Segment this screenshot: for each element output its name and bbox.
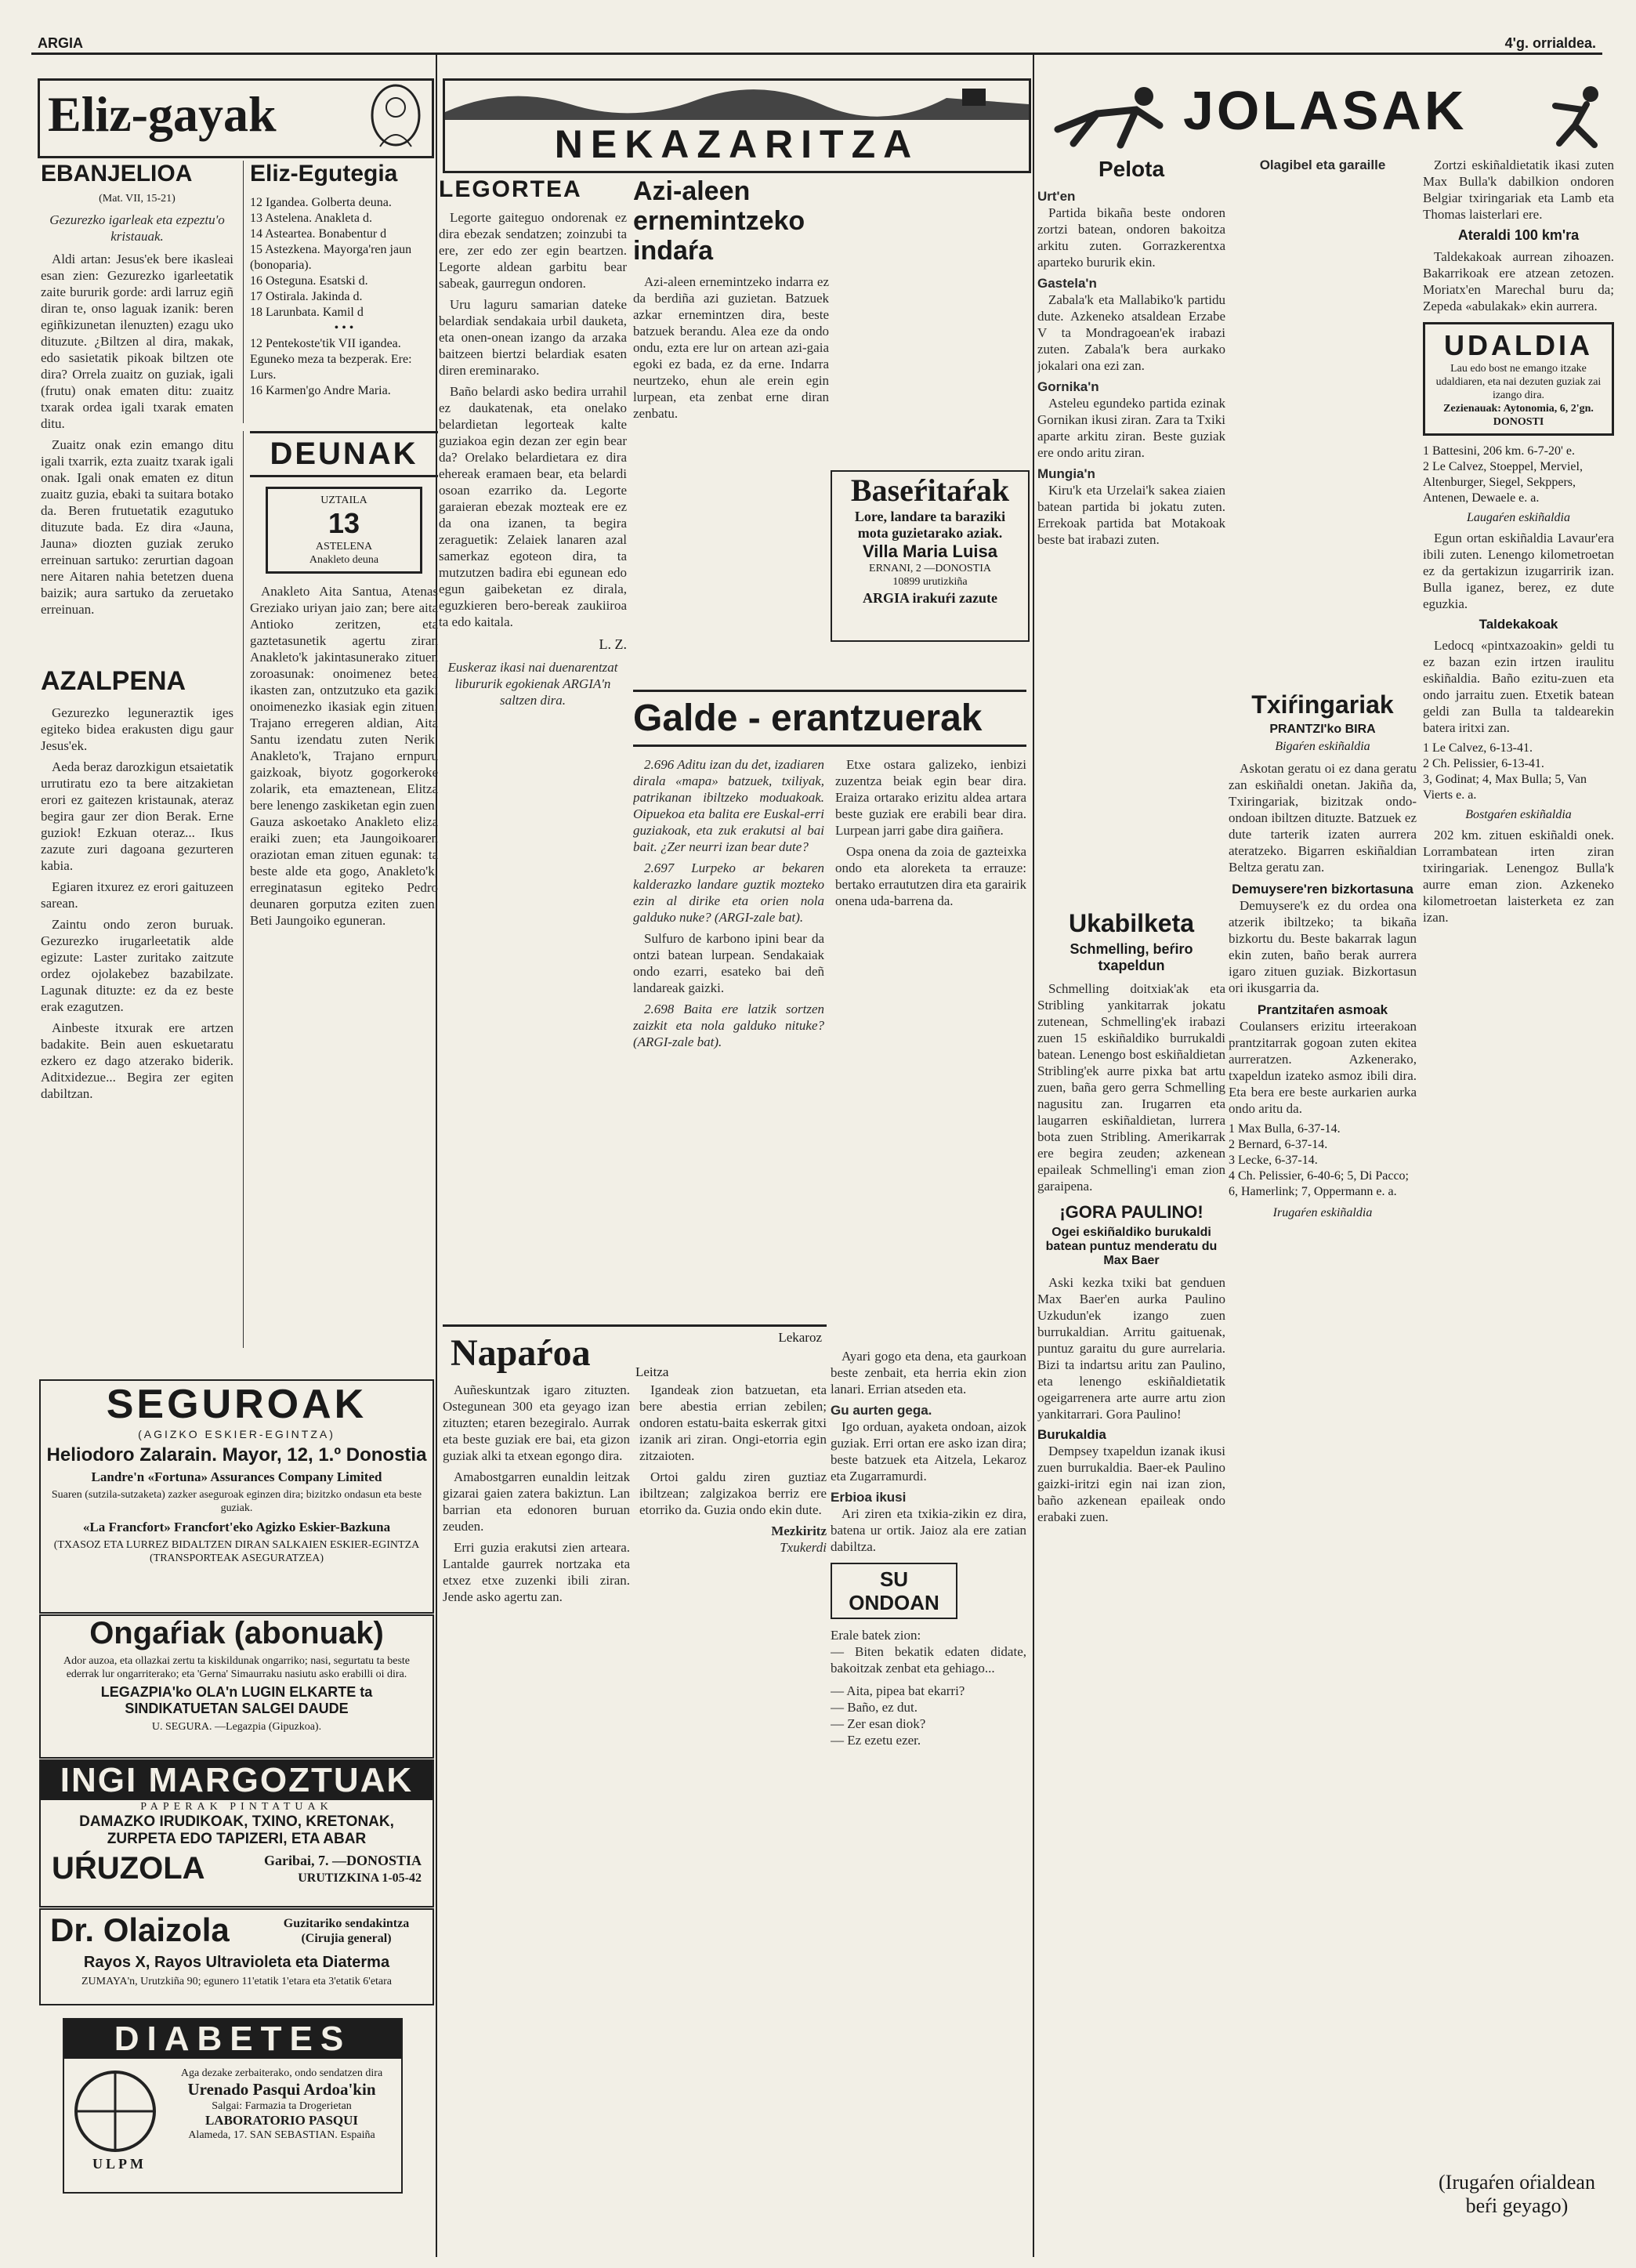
result-row: 3 Lecke, 6-37-14. <box>1229 1154 1318 1167</box>
margoztuak-ad <box>39 1759 434 1908</box>
naparroa-paragraph: Igandeak zion batzuetan, eta bere abestia errian zebilen; ondoren estatu-baita eskerrak gitxi izanik ari ziran. Ongi-etorria egin zitzaioten. <box>639 1382 827 1463</box>
udaldia-box <box>1423 322 1614 436</box>
calendar-day: 12 Pentekoste'tik VII igandea. Eguneko meza ta bezperak. Ere: Lurs. <box>250 337 412 382</box>
burukaldia-body: Dempsey txapeldun izanak ikusi zuen burrukaldia. Baer-ek Paulino gaizki-iritzi egin nai izan zion, baño azkenean epaileak ondo erabaki zuen. <box>1037 1444 1225 1524</box>
margoztuak-line2: ZURPETA EDO TAPIZERI, ETA ABAR <box>107 1831 367 1847</box>
result-row: 3, Godinat; 4, Max Bulla; 5, Van Vierts e. a. <box>1423 773 1587 802</box>
news-heading: Gu aurten gega. <box>831 1403 932 1418</box>
calendar-day: 17 Ostirala. Jakinda d. <box>250 290 363 303</box>
udaldia-contact: Zezienauak: Aytonomia, 6, 2'gn. DONOSTI <box>1443 403 1594 428</box>
nekazaritza-masthead <box>443 78 1031 173</box>
olaizola-name: Dr. Olaizola <box>50 1911 230 1948</box>
baserritar-tag: ARGIA irakuŕi zazute <box>863 590 997 606</box>
azalpena-paragraph: Egiaren itxurez ez erori gaituzeen sarean. <box>41 879 233 911</box>
aleen-body: Azi-aleen ernemintzeko indarra ez da berdiña azi guzietan. Batzuek azkar ernemintzen dira, beste batzuek berandu. Alea eze da ondo ondu, ezta ere lur on artean azi-gaia egoki ez bada, ez da erne. Indarra neurtzeko, ehun ale erein egin lurpean, eta zenbat erne diran zenbatu. <box>633 274 829 421</box>
seguroak-line2: Suaren (sutzila-sutzaketa) zazker aseguroak eginzen dira; bizitzko ondasun eta beste guziak. <box>51 1489 422 1514</box>
ebanjelioa-title: EBANJELIOA <box>41 161 193 187</box>
cycling-intro: Zortzi eskiñaldietatik ikasi zuten Max Bulla'k dabilkion ondoren Belgiar txiringariak eta Lamb eta Thomas laisterlari ere. <box>1423 158 1614 222</box>
discus-thrower-icon <box>1544 82 1614 149</box>
margoztuak-sub: PAPERAK PINTATUAK <box>140 1801 333 1813</box>
result-row: 2 Bernard, 6-37-14. <box>1229 1138 1328 1151</box>
diabetes-title: DIABETES <box>64 2020 401 2059</box>
eliz-title: Eliz-gayak <box>48 86 277 142</box>
deunak-saint: Anakleto deuna <box>309 554 379 566</box>
egutegia-title: Eliz-Egutegia <box>250 161 398 187</box>
aleen-title: Azi-aleen ernemintzeko indaŕa <box>633 176 805 266</box>
calendar-day: 13 Astelena. Anakleta d. <box>250 212 372 225</box>
deunak-body: Anakleto Aita Santua, Atenas Greziako uriyan jaio zan; bere aita Antioko zeritzen, eta gaztetasunetik agertu ziran Anakleto'k jakintasunerako zituen zoroasunak: onoimenez betea ikasten zan, ontzutzuko eta gaziki onoimenezko ikasiak egin zituen; Trajano erregeren aldian, Aita Santu izendatu zuten Nerik. Anakleto'k, Trajano ernpuru gaizkoak, biyotz gogorkeroke zolarik, eta emaztenean, Elitza bere lenengo zaskiketan egin zuen. Gauza askoetako Anakleto eliza eraiki zuen; eta Jaungoikoaren oraziotan eman zituen egunak: ta beste alde eta gogo, Anakleto'k, erreginatasun egiteko Pedro deunaren gorputza eziten zuen. Beti Jaungoiko eguneran. <box>250 584 438 928</box>
ongarriak-contact: U. SEGURA. —Legazpia (Gipuzkoa). <box>151 1721 322 1733</box>
stage-caption: Irugaŕen eskiñaldia <box>1272 1206 1373 1219</box>
ukabilketa-section <box>1037 909 1225 2249</box>
suondoan-title: SU ONDOAN <box>849 1567 939 1614</box>
naparroa-section <box>443 1324 827 2252</box>
olaizola-addr: ZUMAYA'n, Urutzkiña 90; egunero 11'etatik 1'etara eta 3'etatik 6'etara <box>81 1976 393 1987</box>
ongarriak-ad <box>39 1614 434 1759</box>
ongarriak-body: Ador auzoa, eta ollazkai zertu ta kiskildunak ongarriko; nasi, segurtatu ta beste ederrak lur ongarriterako; eta 'Gerna' Simaurraku nasiutu asko erabilli oi dira. <box>63 1655 410 1680</box>
diabetes-ad <box>63 2018 403 2194</box>
azalpena-paragraph: Gezurezko leguneraztik iges egiteko bidea erakusten digu gaur Jesus'ek. <box>41 705 233 753</box>
paulino-sub: Ogei eskiñaldiko burukaldi batean puntuz menderatu du Max Baer <box>1045 1226 1218 1267</box>
result-row: 1 Le Calvez, 6-13-41. <box>1423 741 1533 755</box>
naparroa-paragraph: Auñeskuntzak igaro zituzten. Ostegunean 300 eta geyago izan zituzten; etaren bezegiralo. Aurrak eta beste guziak ere bai, eta gizon guziak alki ta etxean egongo dira. <box>443 1382 630 1463</box>
naparroa-paragraph: Erri guzia erakutsi zien arteara. Lantalde gaurrek nortzaka eta etxez etxe zuzenki ibili ziran. Jende asko agertu zan. <box>443 1540 630 1604</box>
newspaper-name: ARGIA <box>38 35 83 51</box>
galde-answer: Ospa onena da zoia de gazteixka ondo eta aloreketa ta errauze: bertako erraututzen dira eta garairik onena uda-barrena da. <box>835 844 1026 908</box>
runner-icon <box>1042 82 1175 149</box>
ebanjelioa-paragraph: Aldi artan: Jesus'ek bere ikasleai esan zien: Gezurezko igarleetatik zaite bururik gorde: ardi larruz egiñ diran te, onso laguak izanik: beren egiñkizunetan ilenuzten) ezagu uko dituzute. ¿Biltzen al dira, makak, edo sasietatik pikoak biltzen ote dira? Orrela zuaitz on guziak, igali (frutu) onak ematen ditu: zuaitz txarak ordea igali txarak ematen ditu. <box>41 252 233 431</box>
naparroa-title: Napaŕoa <box>451 1332 591 1374</box>
legortea-section <box>439 176 627 1301</box>
seguroak-line1: Landre'n «Fortuna» Assurances Company Limited <box>91 1469 382 1484</box>
diabetes-line4: LABORATORIO PASQUI <box>204 2113 359 2128</box>
txirringariak-section <box>1229 157 1417 2249</box>
calendar-day: 14 Asteartea. Bonabentur d <box>250 227 387 241</box>
seguroak-agent: Heliodoro Zalarain. Mayor, 12, 1.º Donostia <box>46 1444 427 1466</box>
diabetes-logo-text: ULPM <box>92 2156 147 2172</box>
result-row: 1 Max Bulla, 6-37-14. <box>1229 1122 1341 1136</box>
seguroak-line3: «La Francfort» Francfort'eko Agizko Eskier-Bazkuna <box>82 1520 391 1534</box>
olaizola-rays: Rayos X, Rayos Ultravioleta eta Diaterma <box>83 1954 390 1971</box>
calendar-day: 12 Igandea. Golberta deuna. <box>250 196 392 209</box>
pelota-paragraph: Asteleu egundeko partida ezinak Gornikan ikusi ziran. Zara ta Txiki aparte arkitu ziran. Beste guziak ere ondo aritu ziran. <box>1037 396 1225 460</box>
galde-answer: Etxe ostara galizeko, ienbizi zuzentza beiak egin bear dira. Eraiza ortarako erizitu aldea artara beste guziak ere erabili bear dira. Lurpean jarri gabe dira gaiñera. <box>835 757 1026 838</box>
deunak-day: 13 <box>328 507 360 539</box>
demuysere-body: Demuysere'k ez du ordea ona atzerik ibiltzeko; ta bikaña bizkortu du. Beste bakarrak lagun ekin zuten, baño berak aurrera igaro zituen guziak. Bizkortasun ori ikusgarria da. <box>1229 898 1417 995</box>
naparroa-paragraph: Amabostgarren eunaldin leitzak gizarai gaien zatera bakiztun. Lan barrian eta edonoren buruan zeuden. <box>443 1469 630 1534</box>
baserritar-address: ERNANI, 2 —DONOSTIA <box>869 563 991 574</box>
news-heading: Erbioa ikusi <box>831 1490 907 1505</box>
pelota-place: Mungia'n <box>1037 466 1095 481</box>
news-dialogue: — Aita, pipea bat ekarri? — Baño, ez dut. — Zer esan diok? — Ez ezetu ezer. <box>831 1683 965 1748</box>
olagibel-heading: Olagibel eta garaille <box>1259 158 1386 172</box>
result-row: 4 Ch. Pelissier, 6-40-6; 5, Di Pacco; 6, Hamerlink; 7, Oppermann e. a. <box>1229 1169 1409 1198</box>
page-header <box>31 35 1602 55</box>
egutegia-section <box>243 161 438 423</box>
stage-body: 202 km. zituen eskiñaldi onek. Lorrambatean irten ziran txiringariak. Lenengoz Bulla'k aurre eman zion. Azkeneko kilometroetan laisterketa ez zan izan. <box>1423 828 1614 925</box>
news-paragraph: Ayari gogo eta dena, eta gaurkoan beste zenbait, eta herria ekin zion lanari. Errian atseden eta. <box>831 1349 1026 1397</box>
txirringariak-stage: Bigaŕen eskiñaldia <box>1275 740 1370 753</box>
suondoan-body: Erale batek zion: — Biten bekatik edaten didate, bakoitzak zenbat eta gehiago... <box>831 1628 1026 1676</box>
deunak-date-box <box>266 487 422 574</box>
baserritar-line2: mota guzietarako aziak. <box>857 525 1003 541</box>
ebanjelioa-ref: (Mat. VII, 15-21) <box>99 193 176 205</box>
deunak-section <box>243 431 438 1348</box>
ukabilketa-body: Schmelling doitxiak'ak eta Stribling yankitarrak jokatu zutenean, Schmelling'ek irabazi zuen 15 eskiñaldiko burrukaldi batean. Lenengo bost eskiñaldietan Stribling'ek aurre pixka bat artu zuen, baña gero gerra Schmelling nagusitu zan. Irugarren eta laugarren eskiñaldietan, lurrera bota zuen Stribling. Amerikarrak ere begira zeuden; azkenean epaileak Schmelling'i eman zion garaipena. <box>1037 981 1225 1194</box>
news-paragraph: Ari ziren eta txikia-zikin ez dira, batena ur ortik. Jaioz ala ere zatian dabiltza. <box>831 1506 1026 1554</box>
diabetes-line3: Salgai: Farmazia ta Drogerietan <box>212 2100 352 2112</box>
misc-news-section <box>831 1348 1026 2249</box>
demuysere-heading: Demuysere'ren bizkortasuna <box>1232 882 1413 897</box>
olaizola-spec: Guzitariko sendakintza (Cirujia general) <box>283 1917 410 1945</box>
naparroa-signature: Txukerdi <box>780 1540 827 1555</box>
argia-note: Euskeraz ikasi nai duenarentzat libururik egokienak ARGIA'n saltzen dira. <box>447 660 618 708</box>
azalpena-title: AZALPENA <box>41 666 186 696</box>
legortea-paragraph: Baño belardi asko bedira urrahil ez daukatenak, eta onelako belardietan legorteak kalte guziakoa egin dezan zer egin bear da? Orelako belardietara ez dira ehereak eramaen bear, eta belardi osoan ezarriko da. Legorte garaieran ebezak mozteak ere ez da ona izanen, ta begira zeraguetik: Zelaiek lanaren azal samerkaz egoteon dira, ta mutzutzen badira ebi egunean edo egun gaibeketan ez dirala, eguzkieren bero-bereak zaukiiroa ta edo kaitala. <box>439 384 627 629</box>
legortea-paragraph: Uru laguru samarian dateke belardiak sendakaia urbil dauketa, eta onen-onean izango da arzaka baitzeen biertzi belardiak esaten diren ereminarako. <box>439 297 627 378</box>
page-number: 4'g. orrialdea. <box>1504 35 1596 51</box>
galde-question: 2.698 Baita ere latzik sortzen zaizkit eta nola galduko nituke? (ARGI-zale bat). <box>633 1002 824 1049</box>
pelota-title: Pelota <box>1098 157 1165 181</box>
pelota-place: Urt'en <box>1037 189 1076 204</box>
txirringariak-body: Askotan geratu oi ez dana geratu zan eskiñaldi onetan. Jakiña da, Txiringariak, bizitzak ondo-ondoan ibiltzen dituzte. Batzuek ez dute tarterik izaten aurrera ateratzeko. Bigarren eskiñaldian Beltza geratu zan. <box>1229 761 1417 875</box>
galde-signature: L. Z. <box>599 636 627 652</box>
seguroak-ad <box>39 1379 434 1614</box>
result-row: 2 Le Calvez, Stoeppel, Merviel, Altenburger, Siegel, Sekppers, Antenen, Dewaele e. a. <box>1423 460 1583 505</box>
naparroa-place1: Lekaroz <box>778 1330 822 1345</box>
calendar-divider: • • • <box>334 321 354 335</box>
ongarriak-line: LEGAZPIA'ko OLA'n LUGIN ELKARTE ta SINDIKATUETAN SALGEI DAUDE <box>100 1684 373 1716</box>
pelota-place: Gastela'n <box>1037 276 1097 291</box>
baserritar-ad <box>831 470 1030 642</box>
stage-body: Egun ortan eskiñaldia Lavaur'era ibili zuten. Lenengo kilometroetan ez da gertakizun izugarririk izan. Bulla iganez, berez, ez dute eguzkia. <box>1423 531 1614 611</box>
galde-question: 2.696 Aditu izan du det, izadiaren dirala «mapa» batzuek, txiliyak, patrikanan ibiltzeko moduakoak. Oipuekoa eta balita ere Euskal-erri guziakoak, eta zuk erakutsi al bai bait. ¿Zer neurri izan bear dute? <box>633 757 824 854</box>
azalpena-paragraph: Zaintu ondo zeron buruak. Gezurezko irugarleetatik alde egizute: Laster zuritako zaitzute ordez ojolakebez bazabilzate. Lagunak dituzte: ez da ez beste erak ezagutzen. <box>41 917 233 1014</box>
news-paragraph: Igo orduan, ayaketa ondoan, aizok guziak. Erri ortan ere asko izan dira; beste batzuek eta Aitzela, Lekaroz eta Zugarramurdi. <box>831 1419 1026 1484</box>
ateraldi-body: Taldekakoak aurrean zihoazen. Bakarrikoak ere atzean zetozen. Moriatx'en Marechal buru da; Zepeda «abulakak» ekin aurrera. <box>1423 249 1614 313</box>
seguroak-sub: (AGIZKO ESKIER-EGINTZA) <box>138 1428 335 1440</box>
diabetes-line2: Urenado Pasqui Ardoa'kin <box>187 2080 376 2099</box>
margoztuak-line1: DAMAZKO IRUDIKOAK, TXINO, KRETONAK, <box>79 1813 394 1830</box>
ebanjelioa-intro: Gezurezko igarleak eta ezpeztu'o kristauak. <box>49 212 225 244</box>
continued-footer: (Irugaŕen oŕialdean beŕi geyago) <box>1439 2171 1595 2217</box>
margoztuak-brand: UŔUZOLA <box>52 1851 205 1886</box>
galde-title: Galde - erantzuerak <box>633 690 1026 747</box>
jolasak-masthead <box>1042 74 1614 153</box>
ateraldi-heading: Ateraldi 100 km'ra <box>1457 227 1580 243</box>
legortea-paragraph: Legorte gaiteguo ondorenak ez dira ebezak sendatzen; zoinzubi ta ere, zer edo zer egin beartzen. Legorte aldean garbitu bear sabeak, gaurregun ondoren. <box>439 210 627 291</box>
legortea-title: LEGORTEA <box>439 176 582 202</box>
calendar-day: 18 Larunbata. Kamil d <box>250 306 364 319</box>
galde-section <box>633 690 1026 1309</box>
taldekakoak-heading: Taldekakoak <box>1479 617 1558 632</box>
burukaldia-heading: Burukaldia <box>1037 1427 1106 1442</box>
aleen-section <box>633 176 829 686</box>
naparroa-paragraph: Ortoi galdu ziren guztiaz ibiltzean; zalgizakoa berriz ere etorriko da. Guzia ondo ekin dute. <box>639 1469 827 1517</box>
farm-landscape-icon <box>445 81 1029 120</box>
naparroa-place3: Mezkiritz <box>771 1523 827 1538</box>
ongarriak-title: Ongaŕiak (abonuak) <box>89 1616 384 1650</box>
ebanjelioa-section <box>41 161 233 654</box>
azalpena-paragraph: Ainbeste itxurak ere artzen badakite. Bein auen eskuetaratu ezkero ez dago atzerako biderik. Aditxidezue... Begira zer egiten dabiltzan. <box>41 1020 233 1101</box>
calendar-day: 16 Osteguna. Esatski d. <box>250 274 368 288</box>
pelota-place: Gornika'n <box>1037 379 1099 394</box>
virgin-icon <box>364 84 427 151</box>
ukabilketa-title: Ukabilketa <box>1068 909 1195 937</box>
ulpm-logo-icon <box>72 2068 158 2154</box>
nekazaritza-title: NEKAZARITZA <box>554 122 920 166</box>
txirringariak-title: Txiŕingariak <box>1251 690 1394 719</box>
right-cycling-section <box>1423 157 1614 2249</box>
jolasak-title: JOLASAK <box>1183 80 1468 141</box>
column-divider <box>1033 55 1034 2257</box>
udaldia-title: UDALDIA <box>1444 329 1593 361</box>
baserritar-phone: 10899 urutizkiña <box>892 576 968 588</box>
pelota-paragraph: Kiru'k eta Urzelai'k sakea ziaien batean partida bi jokatu zuten. Errekoak partida bat Motakoak beste bat irabazi zuten. <box>1037 483 1225 547</box>
txirringariak-sub: PRANTZI'ko BIRA <box>1269 723 1376 736</box>
deunak-weekday: ASTELENA <box>315 541 373 553</box>
gora-paulino-heading: ¡GORA PAULINO! <box>1059 1202 1203 1222</box>
stage-caption: Bostgaŕen eskiñaldia <box>1465 808 1572 821</box>
prantzitarren-heading: Prantzitaŕen asmoak <box>1257 1002 1388 1017</box>
margoztuak-addr: Garibai, 7. —DONOSTIA <box>263 1853 422 1868</box>
baserritar-shop: Villa Maria Luisa <box>862 542 997 561</box>
taldekakoak-body: Ledocq «pintxazoakin» geldi tu ez bazan ezin irtzen iraulitu eskiñaldia. Baño ezitu-zuen eta ondo jarraitu zuen. Etxetik batean geldi zan Bulla ta taldearekin batera iritxi zan. <box>1423 638 1614 735</box>
seguroak-line4: (TXASOZ ETA LURREZ BIDALTZEN DIRAN SALKAIEN ESKIER-EGINTZA (TRANSPORTEAK ASEGURATZEA) <box>53 1539 420 1564</box>
paulino-body: Aski kezka txiki bat genduen Max Baer'en aurka Paulino Uzkudun'ek izango zuen burrukaldian. Arritu gaituenak, puntuz garaitu du gure aurrelaria. Bizi ta indartsu aritu zan Paulino, eta lenengo eskiñaldietatik ogeigarrenera arte aurre artu zion yankitarrari. Gora Paulino! <box>1037 1275 1225 1422</box>
pelota-paragraph: Partida bikaña beste ondoren zortzi batean, ondoren bakoitza arkitu zuten. Gorrazkerentxa aparteko bururik ekin. <box>1037 205 1225 270</box>
galde-question: 2.697 Lurpeko ar bekaren kalderazko landare guztik mozteko ezin al dirike eta orien nola galduko nuke? (ARGI-zale bat). <box>633 860 824 925</box>
calendar-day: 15 Astezkena. Mayorga'ren jaun (bonoparia). <box>250 243 412 272</box>
stage-caption: Laugaŕen eskiñaldia <box>1467 511 1570 524</box>
result-row: 2 Ch. Pelissier, 6-13-41. <box>1423 757 1544 770</box>
baserritar-line1: Lore, landare ta baraziki <box>854 509 1006 524</box>
pelota-section <box>1037 157 1225 909</box>
azalpena-paragraph: Aeda beraz darozkigun etsaietatik urrutiratu ezo ta bere aitzakietan erori ez gaitezen kristaunak, ateraz begira gaur zer dion Berak. Erne guziok! Ezkuan oteraz... Ikus zazute zuri dagoana gezurteren kabia. <box>41 759 233 873</box>
margoztuak-phone: URUTIZKINA 1-05-42 <box>298 1871 422 1885</box>
calendar-day: 16 Karmen'go Andre Maria. <box>250 384 391 397</box>
galde-answer: Sulfuro de karbono ipini bear da ontzi batean lurpean. Sendakaiak ondo ezarri, esateko bai deñ landareak gaizki. <box>633 931 824 995</box>
diabetes-line5: Alameda, 17. SAN SEBASTIAN. Espaiña <box>188 2129 375 2141</box>
seguroak-title: SEGUROAK <box>106 1382 367 1427</box>
eliz-masthead <box>38 78 434 158</box>
margoztuak-title: INGI MARGOZTUAK <box>41 1761 433 1800</box>
olaizola-ad <box>39 1908 434 2005</box>
naparroa-place2: Leitza <box>635 1364 669 1379</box>
baserritar-title: Baseŕitaŕak <box>850 473 1010 508</box>
ebanjelioa-paragraph: Zuaitz onak ezin emango ditu igali txarrik, ezta zuaitz txarak igali onak. Igali onak ematen ez ditun zuaitz guzia, ebaki ta suitara botako da. Beren frutuetatik ezagutuko dituzute bada. Ez dira «Jauna, Jauna» diozten guziak zeruko erreinuan sartuko: zerurtian dagoan nere Aitaren nahia betetzen duena baizik; aura sartuko da zeruetako erreinuan. <box>41 437 233 617</box>
azalpena-section <box>41 666 233 1356</box>
deunak-title: DEUNAK <box>250 431 438 477</box>
result-row: 1 Battesini, 206 km. 6-7-20' e. <box>1423 444 1575 458</box>
deunak-month: UZTAILA <box>320 495 367 506</box>
ukabilketa-sub: Schmelling, beŕiro txapeldun <box>1070 941 1193 973</box>
pelota-paragraph: Zabala'k eta Mallabiko'k partidu dute. Azkeneko atsaldean Erzabe V ta Mondragoean'ek irabazi zuten. Zabala'k bera aurkako jokalari ona ezi zan. <box>1037 292 1225 373</box>
udaldia-body: Lau edo bost ne emango itzake udaldiaren, eta nai dezuten guziak zai izango dira. <box>1435 363 1602 401</box>
diabetes-line1: Aga dezake zerbaiterako, ondo sendatzen dira <box>180 2067 383 2079</box>
prantzitarren-body: Coulansers erizitu irteerakoan prantzitarrak gogoan zuten ekitea aurreratzen. Azkenerako, txapeldun izateko asmoz ibili dira. Eta bera ere beste aurkarien aurka ondo aritu da. <box>1229 1019 1417 1116</box>
